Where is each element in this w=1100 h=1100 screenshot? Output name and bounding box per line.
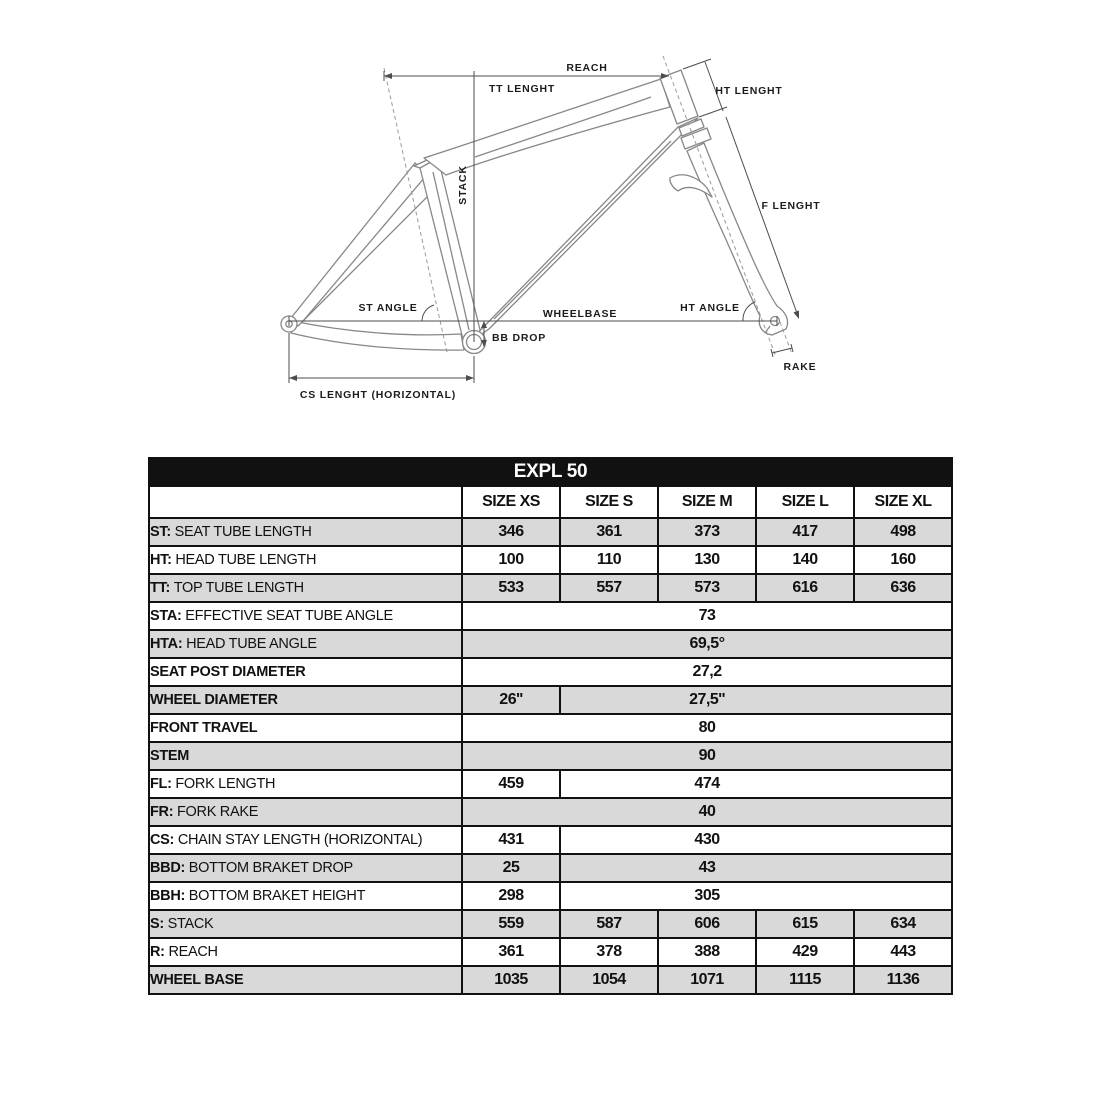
bike-geometry-svg — [0, 0, 1100, 445]
value-cell: 373 — [658, 518, 756, 546]
value-cell: 615 — [756, 910, 854, 938]
table-row — [149, 714, 952, 742]
table-row — [149, 854, 952, 882]
top-tube-inner-line — [475, 97, 651, 157]
value-cell: 431 — [462, 826, 560, 854]
tt-length-label: TT LENGHT — [488, 83, 556, 95]
value-cell: 430 — [560, 826, 952, 854]
value-cell: 100 — [462, 546, 560, 574]
wheelbase-label: WHEELBASE — [542, 308, 618, 320]
value-cell: 417 — [756, 518, 854, 546]
value-cell: 305 — [560, 882, 952, 910]
row-label: HT: HEAD TUBE LENGTH — [149, 546, 462, 574]
value-cell: 587 — [560, 910, 658, 938]
bike-geometry-diagram — [0, 0, 1100, 445]
spec-table-body — [149, 518, 952, 994]
row-label: STA: EFFECTIVE SEAT TUBE ANGLE — [149, 602, 462, 630]
seat-stay-inner-line — [303, 177, 425, 321]
value-cell: 378 — [560, 938, 658, 966]
table-row — [149, 686, 952, 714]
value-cell: 1071 — [658, 966, 756, 994]
ht-angle-arc — [743, 302, 755, 321]
row-label: S: STACK — [149, 910, 462, 938]
table-row — [149, 910, 952, 938]
cs-length-label: CS LENGHT (HORIZONTAL) — [299, 389, 457, 401]
table-row — [149, 882, 952, 910]
value-cell: 498 — [854, 518, 952, 546]
value-cell: 361 — [462, 938, 560, 966]
value-cell: 140 — [756, 546, 854, 574]
value-cell: 616 — [756, 574, 854, 602]
table-row — [149, 938, 952, 966]
row-label: TT: TOP TUBE LENGTH — [149, 574, 462, 602]
value-cell: 361 — [560, 518, 658, 546]
value-cell: 1136 — [854, 966, 952, 994]
value-cell: 90 — [462, 742, 952, 770]
table-row — [149, 966, 952, 994]
row-label: R: REACH — [149, 938, 462, 966]
col-header-size-xs: SIZE XS — [462, 486, 560, 518]
table-row — [149, 574, 952, 602]
value-cell: 27,2 — [462, 658, 952, 686]
value-cell: 346 — [462, 518, 560, 546]
row-label: WHEEL BASE — [149, 966, 462, 994]
value-cell: 459 — [462, 770, 560, 798]
value-cell: 27,5'' — [560, 686, 952, 714]
ht-angle-label: HT ANGLE — [680, 302, 740, 314]
row-label: WHEEL DIAMETER — [149, 686, 462, 714]
row-label: BBH: BOTTOM BRAKET HEIGHT — [149, 882, 462, 910]
value-cell: 1115 — [756, 966, 854, 994]
table-row — [149, 826, 952, 854]
value-cell: 474 — [560, 770, 952, 798]
table-row — [149, 602, 952, 630]
value-cell: 130 — [658, 546, 756, 574]
value-cell: 25 — [462, 854, 560, 882]
value-cell: 573 — [658, 574, 756, 602]
st-angle-label: ST ANGLE — [358, 302, 418, 314]
stack-label: STACK — [457, 165, 469, 205]
row-label: FL: FORK LENGTH — [149, 770, 462, 798]
row-label: STEM — [149, 742, 462, 770]
fork-length-arrow — [793, 311, 799, 320]
chain-stay — [291, 321, 464, 350]
table-row — [149, 546, 952, 574]
value-cell: 557 — [560, 574, 658, 602]
col-header-size-s: SIZE S — [560, 486, 658, 518]
value-cell: 69,5° — [462, 630, 952, 658]
table-row — [149, 518, 952, 546]
value-cell: 636 — [854, 574, 952, 602]
row-label: BBD: BOTTOM BRAKET DROP — [149, 854, 462, 882]
value-cell: 1035 — [462, 966, 560, 994]
geometry-table — [148, 457, 953, 995]
table-row — [149, 658, 952, 686]
value-cell: 388 — [658, 938, 756, 966]
row-label: CS: CHAIN STAY LENGTH (HORIZONTAL) — [149, 826, 462, 854]
table-row — [149, 770, 952, 798]
table-row — [149, 742, 952, 770]
row-label: HTA: HEAD TUBE ANGLE — [149, 630, 462, 658]
rake-dim-line — [772, 348, 792, 353]
col-header-size-xl: SIZE XL — [854, 486, 952, 518]
f-length-label: F LENGHT — [761, 200, 821, 212]
value-cell: 443 — [854, 938, 952, 966]
value-cell: 26'' — [462, 686, 560, 714]
st-angle-arc — [422, 305, 434, 321]
col-header-size-l: SIZE L — [756, 486, 854, 518]
value-cell: 43 — [560, 854, 952, 882]
value-cell: 634 — [854, 910, 952, 938]
col-header-size-m: SIZE M — [658, 486, 756, 518]
row-label: ST: SEAT TUBE LENGTH — [149, 518, 462, 546]
value-cell: 40 — [462, 798, 952, 826]
value-cell: 298 — [462, 882, 560, 910]
cs-arrow-right — [466, 375, 474, 381]
reach-label: REACH — [566, 62, 608, 74]
value-cell: 73 — [462, 602, 952, 630]
row-label: FR: FORK RAKE — [149, 798, 462, 826]
value-cell: 533 — [462, 574, 560, 602]
down-tube-inner-line — [494, 141, 671, 319]
reach-arrow-left — [384, 73, 392, 79]
table-row — [149, 630, 952, 658]
title-row — [149, 458, 952, 486]
row-label: SEAT POST DIAMETER — [149, 658, 462, 686]
value-cell: 429 — [756, 938, 854, 966]
corner-cell — [149, 486, 462, 518]
cs-arrow-left — [289, 375, 297, 381]
row-label: FRONT TRAVEL — [149, 714, 462, 742]
bb-drop-label: BB DROP — [492, 332, 547, 344]
table-title: EXPL 50 — [149, 458, 952, 486]
value-cell: 160 — [854, 546, 952, 574]
value-cell: 110 — [560, 546, 658, 574]
value-cell: 80 — [462, 714, 952, 742]
value-cell: 1054 — [560, 966, 658, 994]
value-cell: 606 — [658, 910, 756, 938]
value-cell: 559 — [462, 910, 560, 938]
rake-label: RAKE — [783, 361, 817, 373]
column-header-row — [149, 486, 952, 518]
table-row — [149, 798, 952, 826]
ht-length-label: HT LENGHT — [715, 85, 783, 97]
spec-table — [148, 457, 953, 995]
